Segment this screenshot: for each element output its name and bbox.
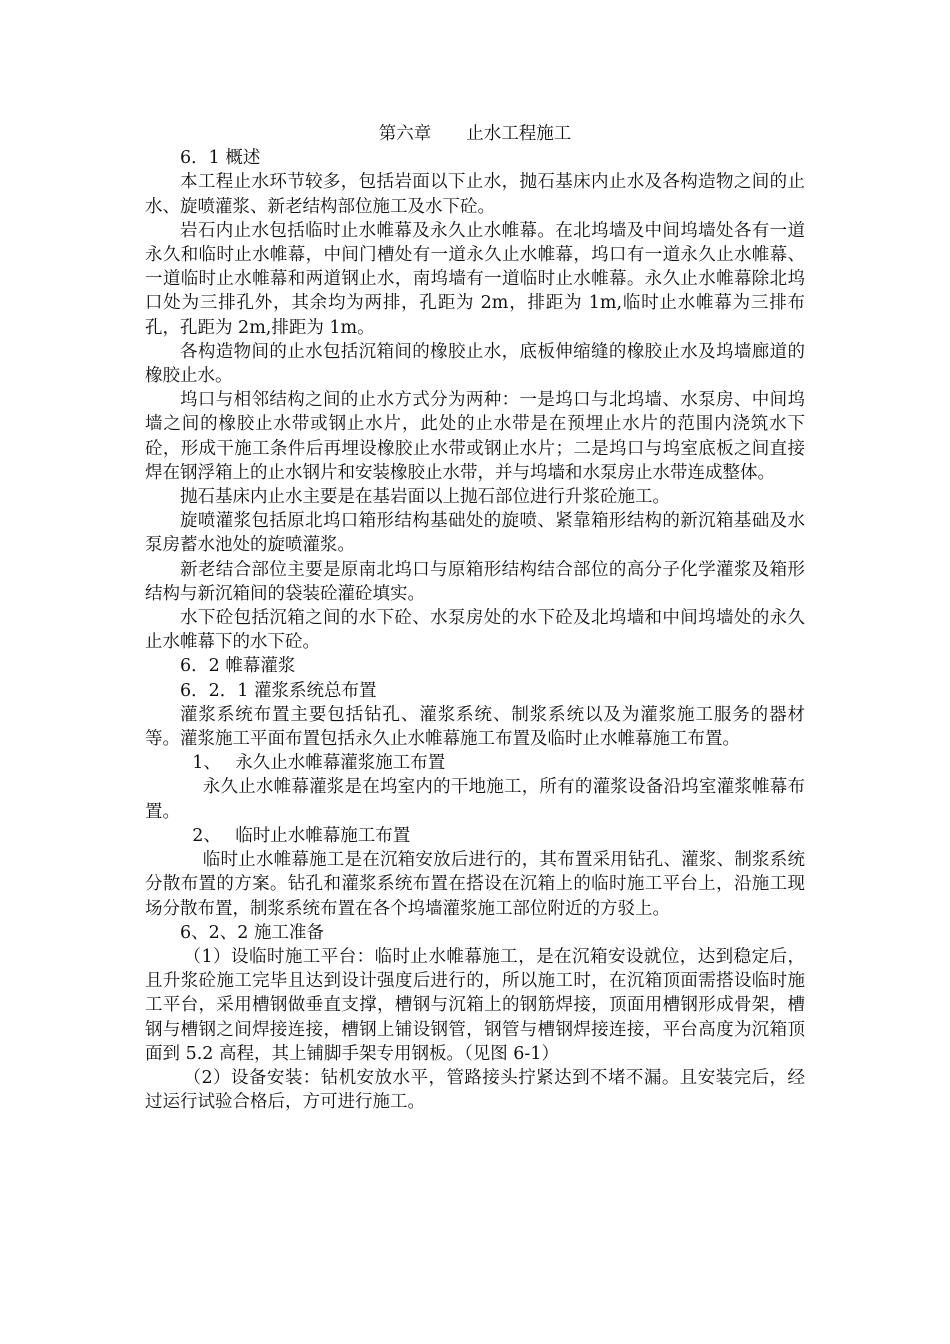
section-6-2-heading: 6．2 帷幕灌浆 bbox=[180, 656, 296, 677]
paragraph-structure-waterstop: 各构造物间的止水包括沉箱间的橡胶止水，底板伸缩缝的橡胶止水及坞墙廊道的橡胶止水。 bbox=[145, 341, 805, 387]
paragraph-grouting-layout: 灌浆系统布置主要包括钻孔、灌浆系统、制浆系统以及为灌浆施工服务的器材等。灌浆施工平面布置包括永久止水帷幕施工布置及临时止水帷幕施工布置。 bbox=[145, 704, 805, 750]
paragraph-dock-entrance-waterstop: 坞口与相邻结构之间的止水方式分为两种：一是坞口与北坞墙、水泵房、中间坞墙之间的橡胶止水带或钢止水片，此处的止水带是在预埋止水片的范围内浇筑水下砼，形成干施工条件后再埋设橡胶止水带或钢止水片；二是坞口与坞室底板之间直接焊在钢浮箱上的止水钢片和安装橡胶止水带，并与坞墙和水泵房止水带连成整体。 bbox=[145, 390, 805, 483]
paragraph-overview: 本工程止水环节较多，包括岩面以下止水，抛石基床内止水及各构造物之间的止水、旋喷灌浆、新老结构部位施工及水下砼。 bbox=[145, 172, 805, 217]
paragraph-new-old-joint: 新老结合部位主要是原南北坞口与原箱形结构结合部位的高分子化学灌浆及箱形结构与新沉箱间的袋装砼灌砼填实。 bbox=[145, 559, 805, 604]
paragraph-rock-waterstop: 岩石内止水包括临时止水帷幕及永久止水帷幕。在北坞墙及中间坞墙处各有一道永久和临时止水帷幕，中间门槽处有一道永久止水帷幕，坞口有一道永久止水帷幕、一道临时止水帷幕和两道钢止水，南坞墙有一道临时止水帷幕。永久止水帷幕除北坞口处为三排孔外，其余均为两排，孔距为 2m，排距为 1m,临时止水帷幕为三排布孔，孔距为 2m,排距为 1m。 bbox=[145, 220, 805, 338]
list-item-permanent-curtain: 1、 永久止水帷幕灌浆施工布置 bbox=[192, 753, 446, 774]
list-item-temporary-curtain: 2、 临时止水帷幕施工布置 bbox=[192, 825, 411, 846]
paragraph-temporary-platform: （1）设临时施工平台：临时止水帷幕施工，是在沉箱安设就位，达到稳定后，且升浆砼施工完毕且达到设计强度后进行的，所以施工时，在沉箱顶面需搭设临时施工平台，采用槽钢做垂直支撑，槽钢与沉箱上的钢筋焊接，顶面用槽钢形成骨架，槽钢与槽钢之间焊接连接，槽钢上铺设钢管，钢管与槽钢焊接连接，平台高度为沉箱顶面到 5.2 高程，其上铺脚手架专用钢板。（见图 6-1） bbox=[145, 946, 805, 1064]
paragraph-underwater-concrete: 水下砼包括沉箱之间的水下砼、水泵房处的水下砼及北坞墙和中间坞墙处的永久止水帷幕下的水下砼。 bbox=[145, 608, 805, 653]
section-6-1-heading: 6．1 概述 bbox=[180, 148, 261, 169]
paragraph-equipment-installation: （2）设备安装：钻机安放水平，管路接头拧紧达到不堵不漏。且安装完后，经过运行试验合格后，方可进行施工。 bbox=[145, 1067, 805, 1113]
document-page bbox=[145, 122, 805, 1114]
paragraph-permanent-curtain: 永久止水帷幕灌浆是在坞室内的干地施工，所有的灌浆设备沿坞室灌浆帷幕布置。 bbox=[145, 777, 805, 822]
paragraph-jet-grouting: 旋喷灌浆包括原北坞口箱形结构基础处的旋喷、紧靠箱形结构的新沉箱基础及水泵房蓄水池处的旋喷灌浆。 bbox=[145, 511, 805, 556]
section-6-2-1-heading: 6．2．1 灌浆系统总布置 bbox=[180, 680, 377, 701]
section-6-2-2-heading: 6、2、2 施工准备 bbox=[180, 922, 324, 943]
chapter-title: 第六章 止水工程施工 bbox=[378, 124, 572, 144]
paragraph-riprap-waterstop: 抛石基床内止水主要是在基岩面以上抛石部位进行升浆砼施工。 bbox=[180, 487, 670, 508]
paragraph-temporary-curtain: 临时止水帷幕施工是在沉箱安放后进行的，其布置采用钻孔、灌浆、制浆系统分散布置的方案。钻孔和灌浆系统布置在搭设在沉箱上的临时施工平台上，沿施工现场分散布置，制浆系统布置在各个坞墙灌浆施工部位附近的方驳上。 bbox=[145, 850, 805, 919]
